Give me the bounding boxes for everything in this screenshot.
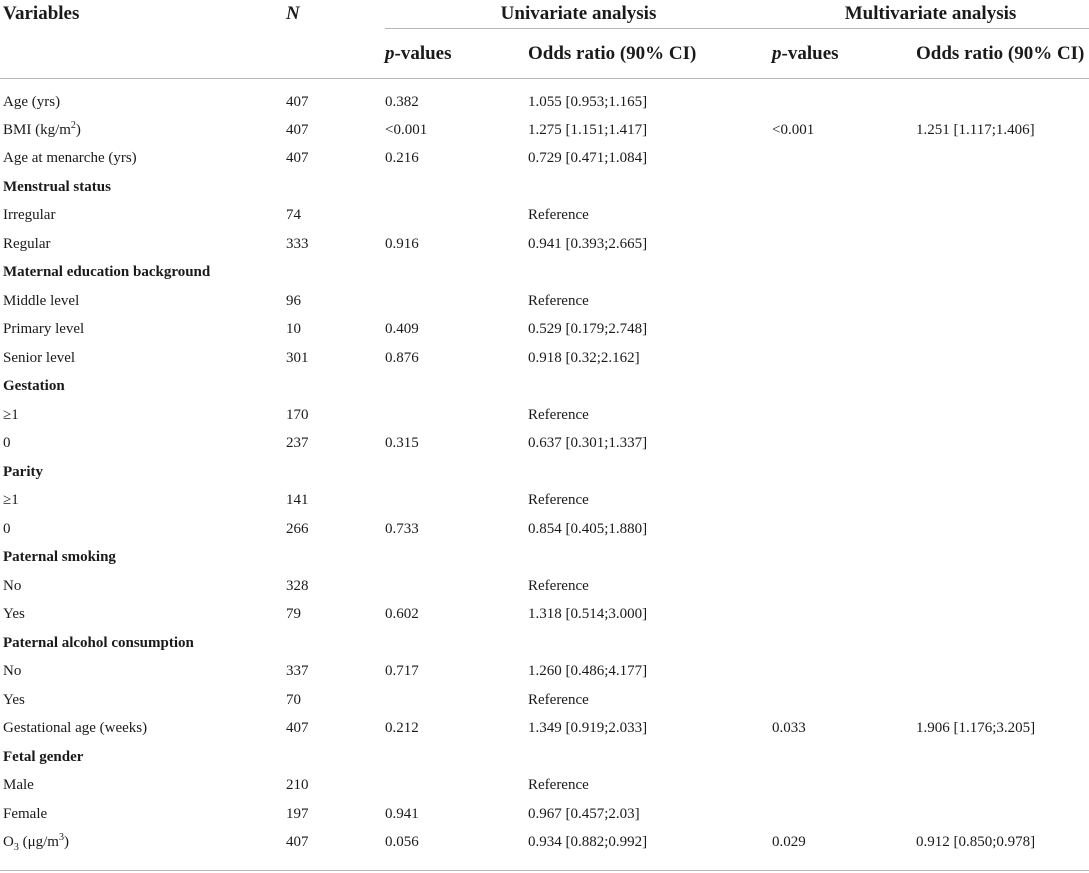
univariate-odds-ratio-cell: Reference: [528, 406, 589, 423]
univariate-p-value-cell: [385, 202, 528, 231]
univariate-odds-ratio-cell: [528, 743, 772, 772]
multivariate-p-value-cell: 0.029: [772, 834, 806, 851]
variable-label: Yes: [3, 606, 25, 623]
section-label: Gestation: [3, 378, 65, 395]
univariate-odds-ratio-cell: [528, 259, 772, 288]
variable-label: Male: [3, 777, 34, 794]
table-header: [0, 0, 1089, 79]
table-body: [0, 79, 1089, 858]
variable-label: Gestational age (weeks): [3, 720, 148, 737]
n-cell: [286, 259, 385, 288]
univariate-odds-ratio-cell: [528, 629, 772, 658]
multivariate-p-value-cell: [772, 572, 916, 601]
univariate-p-value-cell: [385, 686, 528, 715]
univariate-p-value-cell: [385, 743, 528, 772]
variable-label: BMI $(kg/m^2)$: [3, 119, 81, 138]
multivariate-p-value-cell: [772, 772, 916, 801]
n-cell: 407: [286, 834, 309, 851]
multivariate-p-value-cell: [772, 287, 916, 316]
univariate-p-value-cell: [385, 572, 528, 601]
univariate-odds-ratio-cell: 0.934 [0.882;0.992]: [528, 834, 648, 851]
multivariate-odds-ratio-cell: [916, 173, 1089, 202]
section-header-row: [0, 544, 1089, 573]
table-row: [0, 230, 1089, 259]
univariate-odds-ratio-cell: Reference: [528, 691, 589, 708]
table-row: [0, 401, 1089, 430]
table-row: [0, 572, 1089, 601]
multivariate-odds-ratio-cell: [916, 458, 1089, 487]
multivariate-odds-ratio-cell: 1.251 [1.117;1.406]: [916, 121, 1035, 138]
n-cell: 210: [286, 777, 309, 794]
univariate-odds-ratio-cell: 1.349 [0.919;2.033]: [528, 720, 648, 737]
header-univariate-odds-ratio: Odds ratio (90% CI): [528, 29, 772, 79]
n-cell: [286, 544, 385, 573]
univariate-p-value-cell: [385, 544, 528, 573]
multivariate-p-value-cell: <0.001: [772, 121, 815, 138]
univariate-odds-ratio-cell: 0.918 [0.32;2.162]: [528, 349, 640, 366]
multivariate-p-value-cell: [772, 686, 916, 715]
variable-label: Age (yrs): [3, 93, 61, 110]
multivariate-p-value-cell: [772, 373, 916, 402]
multivariate-p-value-cell: [772, 800, 916, 829]
multivariate-p-value-cell: 0.033: [772, 720, 806, 737]
section-header-row: [0, 743, 1089, 772]
univariate-p-value-cell: 0.212: [385, 720, 419, 737]
multivariate-p-value-cell: [772, 259, 916, 288]
multivariate-p-value-cell: [772, 601, 916, 630]
univariate-p-value-cell: 0.733: [385, 520, 419, 537]
n-cell: [286, 629, 385, 658]
table-row: [0, 145, 1089, 174]
univariate-odds-ratio-cell: 1.318 [0.514;3.000]: [528, 606, 648, 623]
multivariate-odds-ratio-cell: [916, 316, 1089, 345]
univariate-p-value-cell: 0.602: [385, 606, 419, 623]
variable-label: Age at menarche (yrs): [3, 150, 137, 167]
table-row: [0, 772, 1089, 801]
multivariate-odds-ratio-cell: [916, 686, 1089, 715]
multivariate-odds-ratio-cell: [916, 145, 1089, 174]
multivariate-p-value-cell: [772, 401, 916, 430]
multivariate-odds-ratio-cell: 1.906 [1.176;3.205]: [916, 720, 1036, 737]
variable-label: Regular: [3, 235, 51, 252]
variable-label: Female: [3, 805, 48, 822]
section-header-row: [0, 458, 1089, 487]
section-label: Menstrual status: [3, 178, 111, 195]
univariate-odds-ratio-cell: [528, 544, 772, 573]
n-cell: [286, 373, 385, 402]
multivariate-odds-ratio-cell: [916, 202, 1089, 231]
multivariate-p-value-cell: [772, 629, 916, 658]
multivariate-odds-ratio-cell: [916, 629, 1089, 658]
univariate-p-value-cell: [385, 401, 528, 430]
multivariate-odds-ratio-cell: 0.912 [0.850;0.978]: [916, 834, 1036, 851]
n-cell: 74: [286, 207, 301, 224]
univariate-p-value-cell: [385, 373, 528, 402]
table-row: [0, 601, 1089, 630]
section-label: Paternal smoking: [3, 549, 116, 566]
header-n: N: [286, 3, 300, 25]
table-row: [0, 316, 1089, 345]
univariate-p-value-cell: 0.941: [385, 805, 419, 822]
multivariate-odds-ratio-cell: [916, 287, 1089, 316]
univariate-p-value-cell: 0.409: [385, 321, 419, 338]
table-row: [0, 800, 1089, 829]
table-row: [0, 79, 1089, 117]
multivariate-p-value-cell: [772, 145, 916, 174]
table-bottom-rule: [0, 870, 1089, 871]
n-cell: [286, 173, 385, 202]
header-blank-n: [286, 29, 385, 79]
univariate-odds-ratio-cell: 0.941 [0.393;2.665]: [528, 235, 648, 252]
multivariate-odds-ratio-cell: [916, 430, 1089, 459]
univariate-odds-ratio-cell: 1.055 [0.953;1.165]: [528, 93, 648, 110]
variable-label: Primary level: [3, 321, 85, 338]
header-multivariate-analysis: Multivariate analysis: [772, 0, 1089, 29]
table-row: [0, 344, 1089, 373]
table-row: [0, 658, 1089, 687]
section-label: Fetal gender: [3, 748, 84, 765]
multivariate-odds-ratio-cell: [916, 515, 1089, 544]
univariate-odds-ratio-cell: [528, 173, 772, 202]
univariate-odds-ratio-cell: [528, 373, 772, 402]
univariate-p-value-cell: 0.717: [385, 663, 419, 680]
n-cell: 407: [286, 150, 309, 167]
section-label: Maternal education background: [3, 264, 211, 281]
n-cell: 337: [286, 663, 309, 680]
univariate-p-value-cell: [385, 259, 528, 288]
univariate-p-value-cell: 0.056: [385, 834, 419, 851]
n-cell: 70: [286, 691, 301, 708]
table-row: [0, 487, 1089, 516]
univariate-odds-ratio-cell: Reference: [528, 777, 589, 794]
univariate-p-value-cell: 0.916: [385, 235, 419, 252]
multivariate-p-value-cell: [772, 202, 916, 231]
variable-label: Yes: [3, 691, 25, 708]
table-row: [0, 829, 1089, 858]
univariate-p-value-cell: [385, 287, 528, 316]
multivariate-p-value-cell: [772, 544, 916, 573]
table-row: [0, 202, 1089, 231]
univariate-odds-ratio-cell: 0.637 [0.301;1.337]: [528, 435, 648, 452]
univariate-odds-ratio-cell: Reference: [528, 492, 589, 509]
variable-label: $O_3$ $(\mu g/m^3)$: [3, 832, 69, 854]
n-cell: [286, 458, 385, 487]
multivariate-p-value-cell: [772, 430, 916, 459]
table-row: [0, 686, 1089, 715]
n-cell: 407: [286, 93, 309, 110]
section-header-row: [0, 173, 1089, 202]
table-row: [0, 515, 1089, 544]
section-label: Paternal alcohol consumption: [3, 634, 194, 651]
table-row: [0, 430, 1089, 459]
variable-label: No: [3, 663, 22, 680]
multivariate-odds-ratio-cell: [916, 373, 1089, 402]
n-cell: 333: [286, 235, 309, 252]
variable-label: ≥1: [3, 492, 19, 509]
multivariate-p-value-cell: [772, 316, 916, 345]
multivariate-odds-ratio-cell: [916, 601, 1089, 630]
section-label: Parity: [3, 463, 43, 480]
univariate-odds-ratio-cell: Reference: [528, 207, 589, 224]
header-univariate-analysis: Univariate analysis: [385, 0, 772, 29]
multivariate-p-value-cell: [772, 230, 916, 259]
n-cell: 407: [286, 121, 309, 138]
univariate-odds-ratio-cell: 1.275 [1.151;1.417]: [528, 121, 648, 138]
multivariate-p-value-cell: [772, 487, 916, 516]
header-blank-variables: [0, 29, 286, 79]
univariate-p-value-cell: [385, 629, 528, 658]
table-row: [0, 715, 1089, 744]
variable-label: ≥1: [3, 406, 19, 423]
multivariate-p-value-cell: [772, 743, 916, 772]
variable-label: Senior level: [3, 349, 76, 366]
n-cell: 170: [286, 406, 309, 423]
n-cell: 266: [286, 520, 309, 537]
n-cell: 407: [286, 720, 309, 737]
univariate-p-value-cell: 0.216: [385, 150, 419, 167]
multivariate-p-value-cell: [772, 515, 916, 544]
n-cell: 10: [286, 321, 301, 338]
univariate-p-value-cell: [385, 173, 528, 202]
multivariate-p-value-cell: [772, 344, 916, 373]
univariate-p-value-cell: 0.382: [385, 93, 419, 110]
multivariate-odds-ratio-cell: [916, 487, 1089, 516]
univariate-p-value-cell: 0.876: [385, 349, 419, 366]
multivariate-odds-ratio-cell: [916, 544, 1089, 573]
univariate-p-value-cell: <0.001: [385, 121, 428, 138]
univariate-p-value-cell: [385, 458, 528, 487]
multivariate-odds-ratio-cell: [916, 344, 1089, 373]
n-cell: 79: [286, 606, 301, 623]
multivariate-odds-ratio-cell: [916, 772, 1089, 801]
header-multivariate-odds-ratio: Odds ratio (90% CI): [916, 29, 1089, 79]
variable-label: 0: [3, 520, 11, 537]
univariate-odds-ratio-cell: Reference: [528, 292, 589, 309]
univariate-p-value-cell: [385, 772, 528, 801]
section-header-row: [0, 259, 1089, 288]
univariate-odds-ratio-cell: [528, 458, 772, 487]
n-cell: 96: [286, 292, 301, 309]
univariate-odds-ratio-cell: 0.967 [0.457;2.03]: [528, 805, 640, 822]
univariate-odds-ratio-cell: Reference: [528, 577, 589, 594]
multivariate-odds-ratio-cell: [916, 658, 1089, 687]
multivariate-odds-ratio-cell: [916, 230, 1089, 259]
header-multivariate-p-values: p-values: [772, 29, 916, 79]
n-cell: 301: [286, 349, 309, 366]
header-variables: Variables: [3, 3, 80, 25]
multivariate-odds-ratio-cell: [916, 743, 1089, 772]
multivariate-odds-ratio-cell: [916, 572, 1089, 601]
multivariate-p-value-cell: [772, 79, 916, 117]
univariate-p-value-cell: [385, 487, 528, 516]
n-cell: 328: [286, 577, 309, 594]
variable-label: 0: [3, 435, 11, 452]
n-cell: 237: [286, 435, 309, 452]
multivariate-p-value-cell: [772, 173, 916, 202]
n-cell: [286, 743, 385, 772]
multivariate-p-value-cell: [772, 458, 916, 487]
variable-label: Middle level: [3, 292, 80, 309]
multivariate-p-value-cell: [772, 658, 916, 687]
n-cell: 141: [286, 492, 309, 509]
univariate-p-value-cell: 0.315: [385, 435, 419, 452]
multivariate-odds-ratio-cell: [916, 259, 1089, 288]
univariate-odds-ratio-cell: 0.854 [0.405;1.880]: [528, 520, 648, 537]
univariate-odds-ratio-cell: 1.260 [0.486;4.177]: [528, 663, 648, 680]
univariate-odds-ratio-cell: 0.529 [0.179;2.748]: [528, 321, 648, 338]
table-row: [0, 116, 1089, 145]
multivariate-odds-ratio-cell: [916, 401, 1089, 430]
multivariate-odds-ratio-cell: [916, 800, 1089, 829]
univariate-odds-ratio-cell: 0.729 [0.471;1.084]: [528, 150, 648, 167]
header-univariate-p-values: p-values: [385, 29, 528, 79]
section-header-row: [0, 629, 1089, 658]
table-row: [0, 287, 1089, 316]
n-cell: 197: [286, 805, 309, 822]
variable-label: No: [3, 577, 22, 594]
section-header-row: [0, 373, 1089, 402]
variable-label: Irregular: [3, 207, 56, 224]
multivariate-odds-ratio-cell: [916, 79, 1089, 117]
